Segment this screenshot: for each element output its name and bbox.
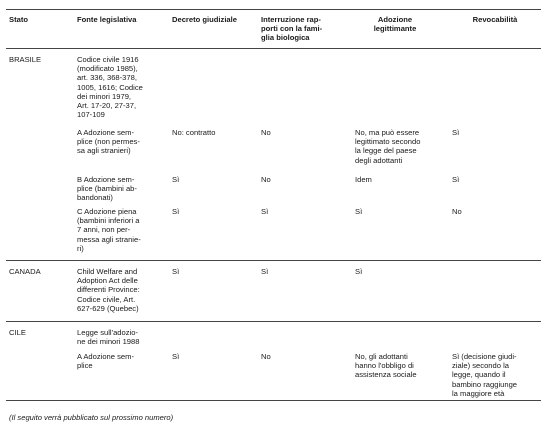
revocabilita-brasile-a: Sì (452, 128, 460, 137)
header-adozione: Adozione legittimante (373, 15, 417, 33)
interruzione-cile-a: No (261, 352, 271, 361)
table-bottom-rule (6, 400, 541, 401)
decreto-brasile-a: No: contratto (172, 128, 216, 137)
adozione-cile-a: No, gli adottanti hanno l'obbligo di assistenza sociale (355, 352, 417, 380)
header-interruzione: Interruzione rap- porti con la fami- glia biologica (261, 15, 323, 42)
decreto-cile-a: Sì (172, 352, 180, 361)
revocabilita-brasile-b: Sì (452, 175, 460, 184)
fonte-brasile-b: B Adozione sem- plice (bambini ab- bandonati) (77, 175, 137, 203)
decreto-canada: Sì (172, 267, 180, 276)
fonte-brasile: Codice civile 1916 (modificato 1985), art. 336, 368-378, 1005, 1616; Codice dei minori 1979, Art. 17-20, 27-37, 107-109 (77, 55, 143, 120)
interruzione-canada: Sì (261, 267, 269, 276)
row-rule-cile (6, 321, 541, 322)
state-canada: CANADA (9, 267, 41, 276)
adozione-brasile-b: Idem (355, 175, 372, 184)
header-fonte: Fonte legislativa (77, 15, 137, 24)
fonte-cile-a: A Adozione sem- plice (77, 352, 134, 371)
footnote: (Il seguito verrà pubblicato sul prossimo numero) (9, 413, 174, 422)
decreto-brasile-b: Sì (172, 175, 180, 184)
adozione-brasile-c: Sì (355, 207, 363, 216)
fonte-brasile-a: A Adozione sem- plice (non permes- sa agli stranieri) (77, 128, 140, 156)
interruzione-brasile-c: Sì (261, 207, 269, 216)
revocabilita-cile-a: Sì (decisione giudi- ziale) secondo la legge, quando il bambino raggiunge la maggiore età (452, 352, 518, 398)
table-top-rule (6, 9, 541, 10)
fonte-brasile-c: C Adozione piena (bambini inferiori a 7 anni, non per- messa agli stranie- ri) (77, 207, 141, 253)
state-cile: CILE (9, 328, 26, 337)
interruzione-brasile-a: No (261, 128, 271, 137)
header-decreto: Decreto giudiziale (172, 15, 237, 24)
state-brasile: BRASILE (9, 55, 42, 64)
decreto-brasile-c: Sì (172, 207, 180, 216)
adozione-brasile-a: No, ma può essere legittimato secondo la legge del paese degli adottanti (355, 128, 421, 165)
row-rule-canada (6, 260, 541, 261)
fonte-cile: Legge sull'adozio- ne dei minori 1988 (77, 328, 140, 347)
header-stato: Stato (9, 15, 28, 24)
fonte-canada: Child Welfare and Adoption Act delle differenti Province: Codice civile, Art. 627-629 (Quebec) (77, 267, 140, 313)
interruzione-brasile-b: No (261, 175, 271, 184)
revocabilita-brasile-c: No (452, 207, 462, 216)
adozione-canada: Sì (355, 267, 363, 276)
header-revocabilita: Revocabilità (472, 15, 518, 24)
header-bottom-rule (6, 48, 541, 49)
